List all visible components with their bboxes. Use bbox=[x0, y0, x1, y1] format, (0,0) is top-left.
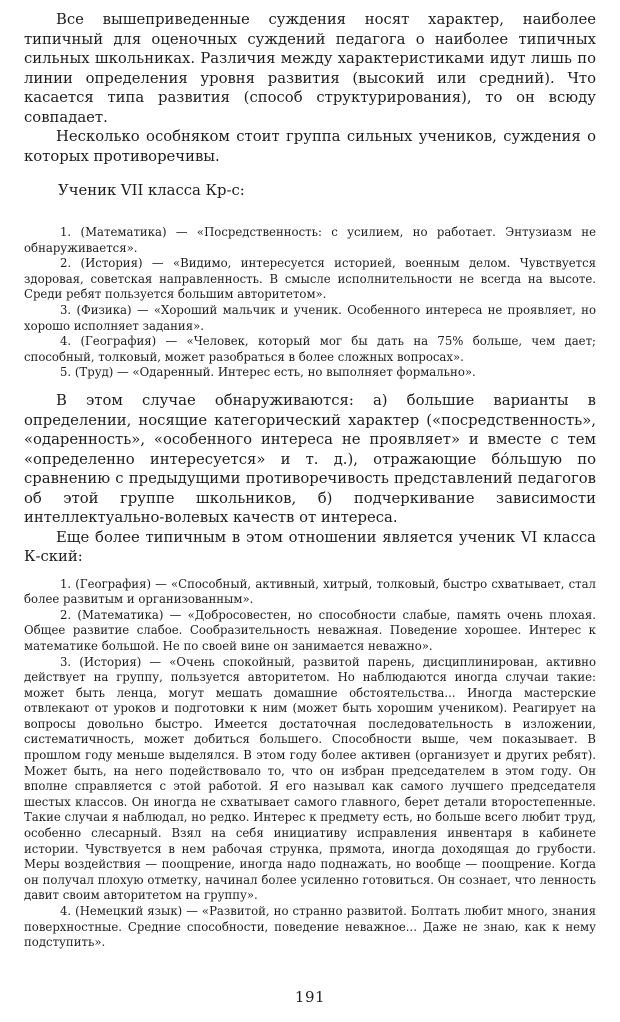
list-item: 3. (История) — «Очень спокойный, развитой парень, дисциплинирован, активно действует на группу, пользуется авторитетом. Но наблюдаются иногда случаи такие: может быть ленца, могут мешать домашние обстоятельства... Иногда мастерские отвлекают от уроков и подготовки к ним (может быть хорошим учеником). Реагирует на вопросы довольно быстро. Имеется достаточная последовательность в изложении, систематичность, может добиться большего. Способности выше, чем показывает. В прошлом году меньше выделялся. В этом году более активен (организует и других ребят). Может быть, на него подействовало то, что он избран председателем в этом году. Он вполне справляется с этой работой. Я его называл как самого лучшего председателя шестых классов. Он иногда не схватывает самого главного, берет детали второстепенные. Такие случаи я наблюдал, но редко. Интерес к предмету есть, но больше всего любит труд, особенно слесарный. Взял на себя инициативу исправления инвентаря в кабинете истории. Чувствуется в нем рабочая струнка, прямота, иногда доходящая до грубости. Меры воздействия — поощрение, иногда надо поднажать, но вообще — поощрение. Когда он получал плохую отметку, начинал более усиленно готовиться. Он сознает, что ленность давит своим авторитетом на группу». bbox=[24, 654, 596, 903]
list-student-vii bbox=[0, 225, 620, 381]
paragraph-contradictory-group: Несколько особняком стоит группа сильных учеников, суждения о которых противоречивы. bbox=[24, 128, 596, 165]
list-item: 2. (История) — «Видимо, интересуется историей, военным делом. Чувствуется здоровая, советская направленность. В смысле исполнительности не всегда на высоте. Среди ребят пользуется большим авторитетом». bbox=[24, 256, 596, 302]
paragraph-analysis: В этом случае обнаруживаются: а) большие варианты в определении, носящие категорический характер («посредственность», «одаренность», «особенного интереса не проявляет» и вместе с тем «определенно интересуется» и т. д.), отражающие бо́льшую по сравнению с предыдущими противоречивость представлений педагогов об этой группе школьников, б) подчеркивание зависимости интеллектуально-волевых качеств от интереса. bbox=[24, 392, 596, 527]
list-item: 5. (Труд) — «Одаренный. Интерес есть, но выполняет формально». bbox=[60, 365, 476, 380]
student-heading-vii: Ученик VII класса Кр-с: bbox=[58, 181, 245, 199]
list-item: 1. (География) — «Способный, активный, хитрый, толковый, быстро схватывает, стал более развитым и организованным». bbox=[24, 576, 596, 607]
list-student-vi bbox=[0, 577, 620, 951]
page-number: 191 bbox=[294, 988, 326, 1006]
list-item: 2. (Математика) — «Добросовестен, но способности слабые, память очень плохая. Общее развитие слабое. Сообразительность неважная. Поведение хорошее. Интерес к математике большой. Не по своей вине он занимается неважно». bbox=[24, 607, 596, 653]
paragraph-student-vi-heading: Еще более типичным в этом отношении является ученик VI класса К-ский: bbox=[24, 528, 596, 566]
list-item: 3. (Физика) — «Хороший мальчик и ученик. Особенного интереса не проявляет, но хорошо исполняет задания». bbox=[24, 303, 596, 333]
list-item: 1. (Математика) — «Посредственность: с усилием, но работает. Энтузиазм не обнаруживается». bbox=[24, 225, 596, 255]
list-item: 4. (Немецкий язык) — «Развитой, но странно развитой. Болтать любит много, знания поверхностные. Средние способности, поведение неважное... Даже не знаю, как к нему подступить». bbox=[24, 904, 596, 950]
list-item: 4. (География) — «Человек, который мог бы дать на 75% больше, чем дает; способный, толковый, может разобраться в более сложных вопросах». bbox=[24, 334, 596, 364]
paragraph-typical-judgments: Все вышеприведенные суждения носят характер, наиболее типичный для оценочных суждений педагога о наиболее типичных сильных школьниках. Различия между характеристиками идут лишь по линии определения уровня развития (высокий или средний). Что касается типа развития (способ структурирования), то он всюду совпадает. bbox=[24, 11, 596, 126]
